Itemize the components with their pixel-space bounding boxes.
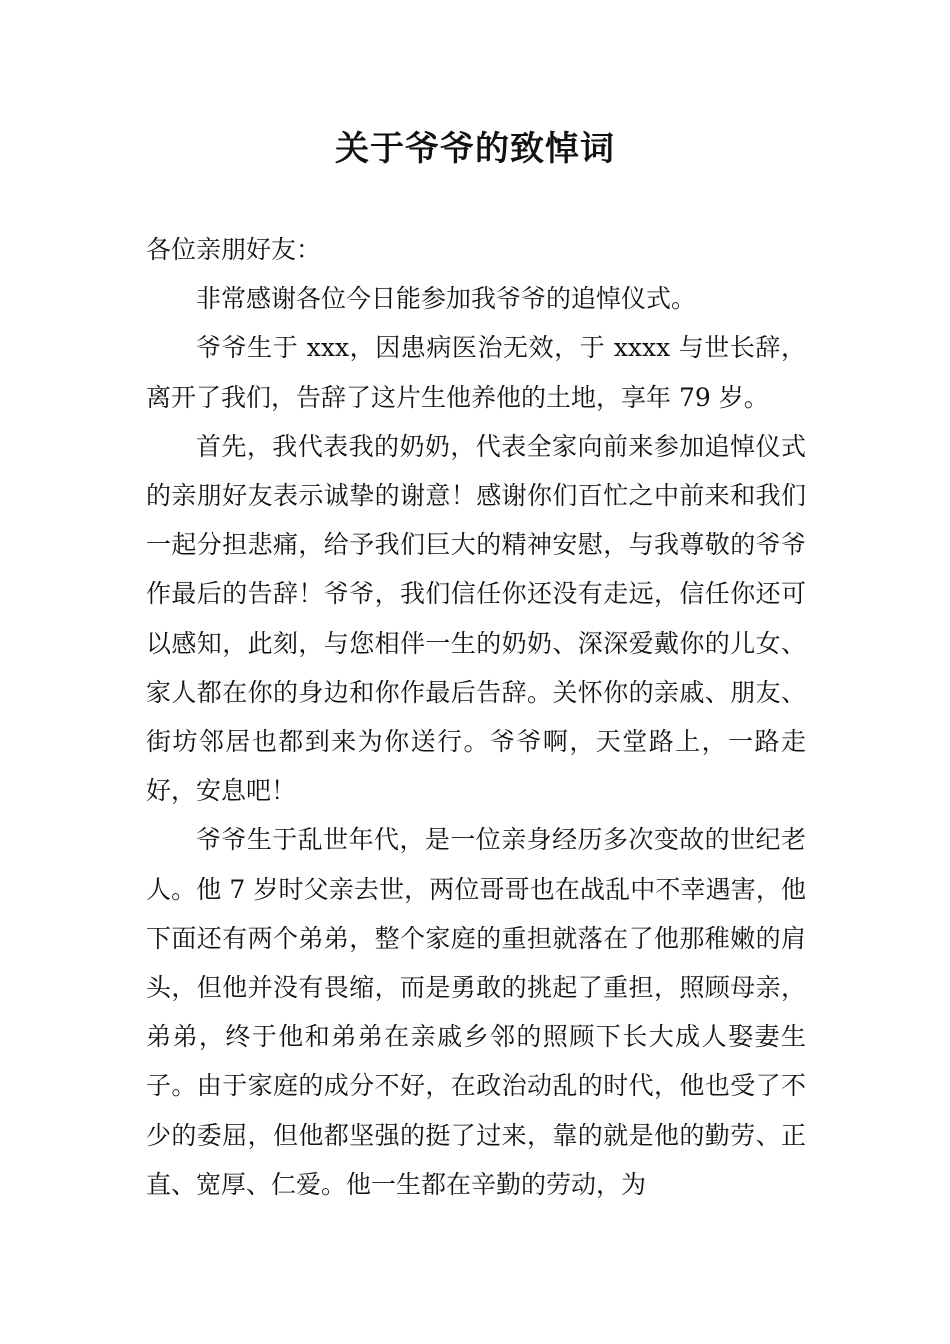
paragraph-2: 爷爷生于 xxx，因患病医治无效，于 xxxx 与世长辞，离开了我们，告辞了这片生他养他的土地，享年 79 岁。 [146,333,806,412]
paragraph-4: 爷爷生于乱世年代，是一位亲身经历多次变故的世纪老人。他 7 岁时父亲去世，两位哥哥也在战乱中不幸遇害，他下面还有两个弟弟，整个家庭的重担就落在了他那稚嫩的肩头，但他并没有畏缩，而是勇敢的挑起了重担，照顾母亲，弟弟，终于他和弟弟在亲戚乡邻的照顾下长大成人娶妻生子。由于家庭的成分不好，在政治动乱的时代，他也受了不少的委屈，但他都坚强的挺了过来，靠的就是他的勤劳、正直、宽厚、仁爱。他一生都在辛勤的劳动，为 [146,825,806,1199]
document-body [146,225,806,1209]
paragraph-3: 首先，我代表我的奶奶，代表全家向前来参加追悼仪式的亲朋好友表示诚挚的谢意！感谢你们百忙之中前来和我们一起分担悲痛，给予我们巨大的精神安慰，与我尊敬的爷爷作最后的告辞！爷爷，我们信任你还没有走远，信任你还可以感知，此刻，与您相伴一生的奶奶、深深爱戴你的儿女、家人都在你的身边和你作最后告辞。关怀你的亲戚、朋友、街坊邻居也都到来为你送行。爷爷啊，天堂路上，一路走好，安息吧！ [146,431,806,806]
paragraph-1: 非常感谢各位今日能参加我爷爷的追悼仪式。 [196,284,697,314]
salutation: 各位亲朋好友： [146,235,322,264]
document-title: 关于爷爷的致悼词 [335,129,615,169]
